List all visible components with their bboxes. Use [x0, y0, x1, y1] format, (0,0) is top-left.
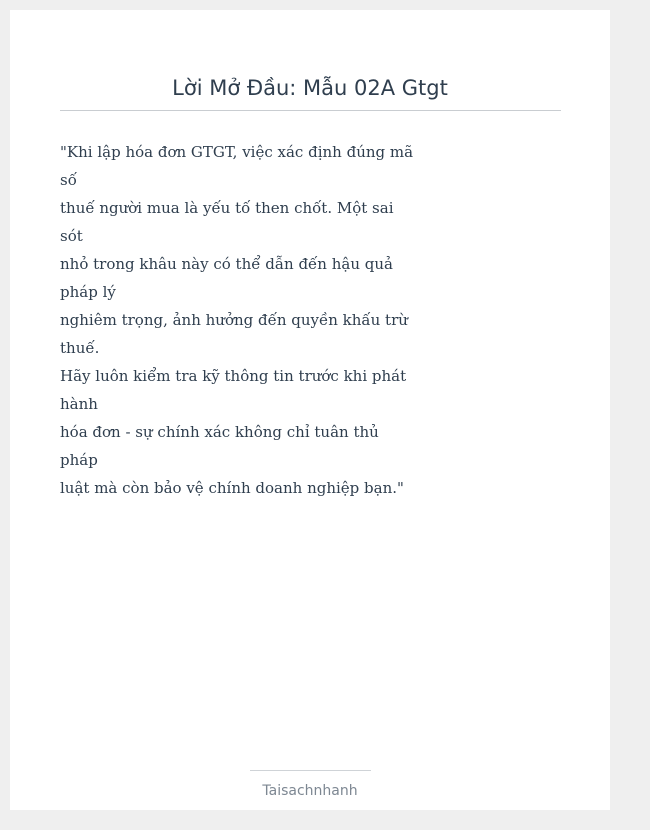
quote-line: sót [60, 227, 83, 245]
quote-line: hóa đơn - sự chính xác không chỉ tuân thủ [60, 423, 379, 441]
quote-line: nghiêm trọng, ảnh hưởng đến quyền khấu trừ [60, 311, 408, 329]
page-title: Lời Mở Đầu: Mẫu 02A Gtgt [172, 76, 448, 100]
document-page [10, 10, 610, 810]
quote-block [60, 138, 414, 502]
quote-line: hành [60, 395, 98, 413]
quote-line: "Khi lập hóa đơn GTGT, việc xác định đúng mã [60, 143, 414, 161]
footer-divider [250, 770, 371, 771]
quote-line: thuế người mua là yếu tố then chốt. Một sai [60, 199, 394, 217]
quote-line: pháp [60, 451, 98, 469]
title-divider [60, 110, 561, 111]
quote-line: luật mà còn bảo vệ chính doanh nghiệp bạn." [60, 479, 404, 497]
quote-line: thuế. [60, 339, 100, 357]
quote-line: nhỏ trong khâu này có thể dẫn đến hậu quả [60, 255, 393, 273]
quote-line: Hãy luôn kiểm tra kỹ thông tin trước khi phát [60, 367, 407, 385]
quote-line: pháp lý [60, 283, 116, 301]
quote-line: số [60, 171, 77, 189]
footer-brand: Taisachnhanh [262, 783, 358, 799]
